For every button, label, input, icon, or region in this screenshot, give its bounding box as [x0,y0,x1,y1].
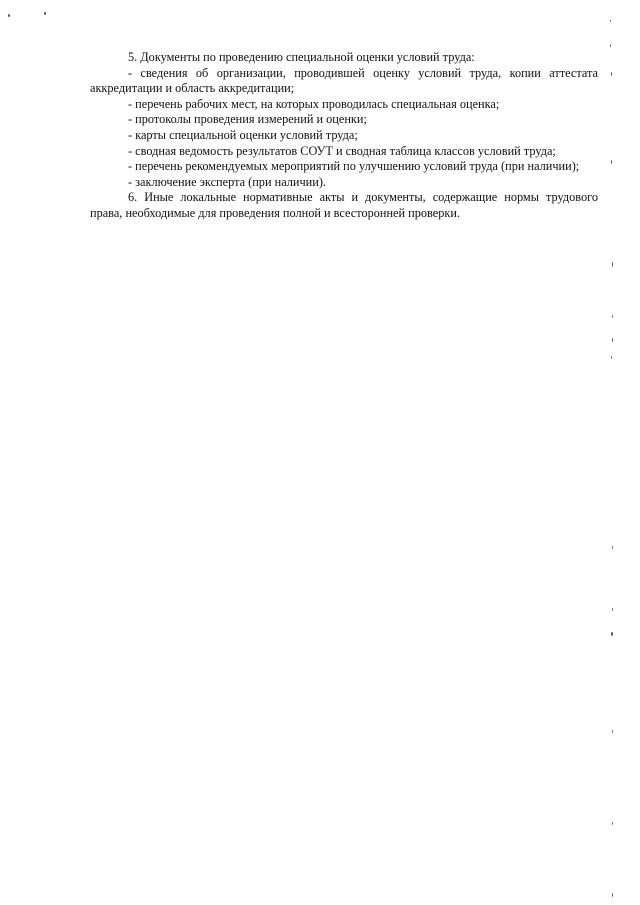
scan-speck [610,20,611,22]
scan-speck [612,262,613,267]
scan-speck [611,160,612,164]
document-body [90,50,598,222]
scan-speck [612,315,613,318]
scan-speck [8,14,10,17]
scan-speck [611,632,613,636]
scan-speck [612,338,613,342]
scan-speck [612,730,613,733]
section-6-paragraph: 6. Иные локальные нормативные акты и документы, содержащие нормы трудового права, необходимые для проведения полной и всесторонней проверки. [90,190,598,220]
list-item: - сведения об организации, проводившей оценку условий труда, копии аттестата аккредитации и область аккредитации; [90,65,598,96]
scan-speck [611,356,612,359]
list-item: - сводная ведомость результатов СОУТ и сводная таблица классов условий труда; [128,143,556,158]
list-item: - перечень рабочих мест, на которых проводилась специальная оценка; [128,96,500,111]
section-5-heading: 5. Документы по проведению специальной оценки условий труда: [128,50,475,64]
list-item: - перечень рекомендуемых мероприятий по улучшению условий труда (при наличии); [128,159,580,174]
scan-speck [612,608,613,611]
list-item: - протоколы проведения измерений и оценки; [128,112,367,127]
scan-speck [610,44,611,47]
scan-speck [612,893,613,897]
scan-speck [612,822,613,825]
scan-speck [612,546,613,549]
scan-speck [44,12,46,15]
scan-speck [611,72,612,76]
list-item: - заключение эксперта (при наличии). [128,174,326,189]
list-item: - карты специальной оценки условий труда; [128,127,358,142]
